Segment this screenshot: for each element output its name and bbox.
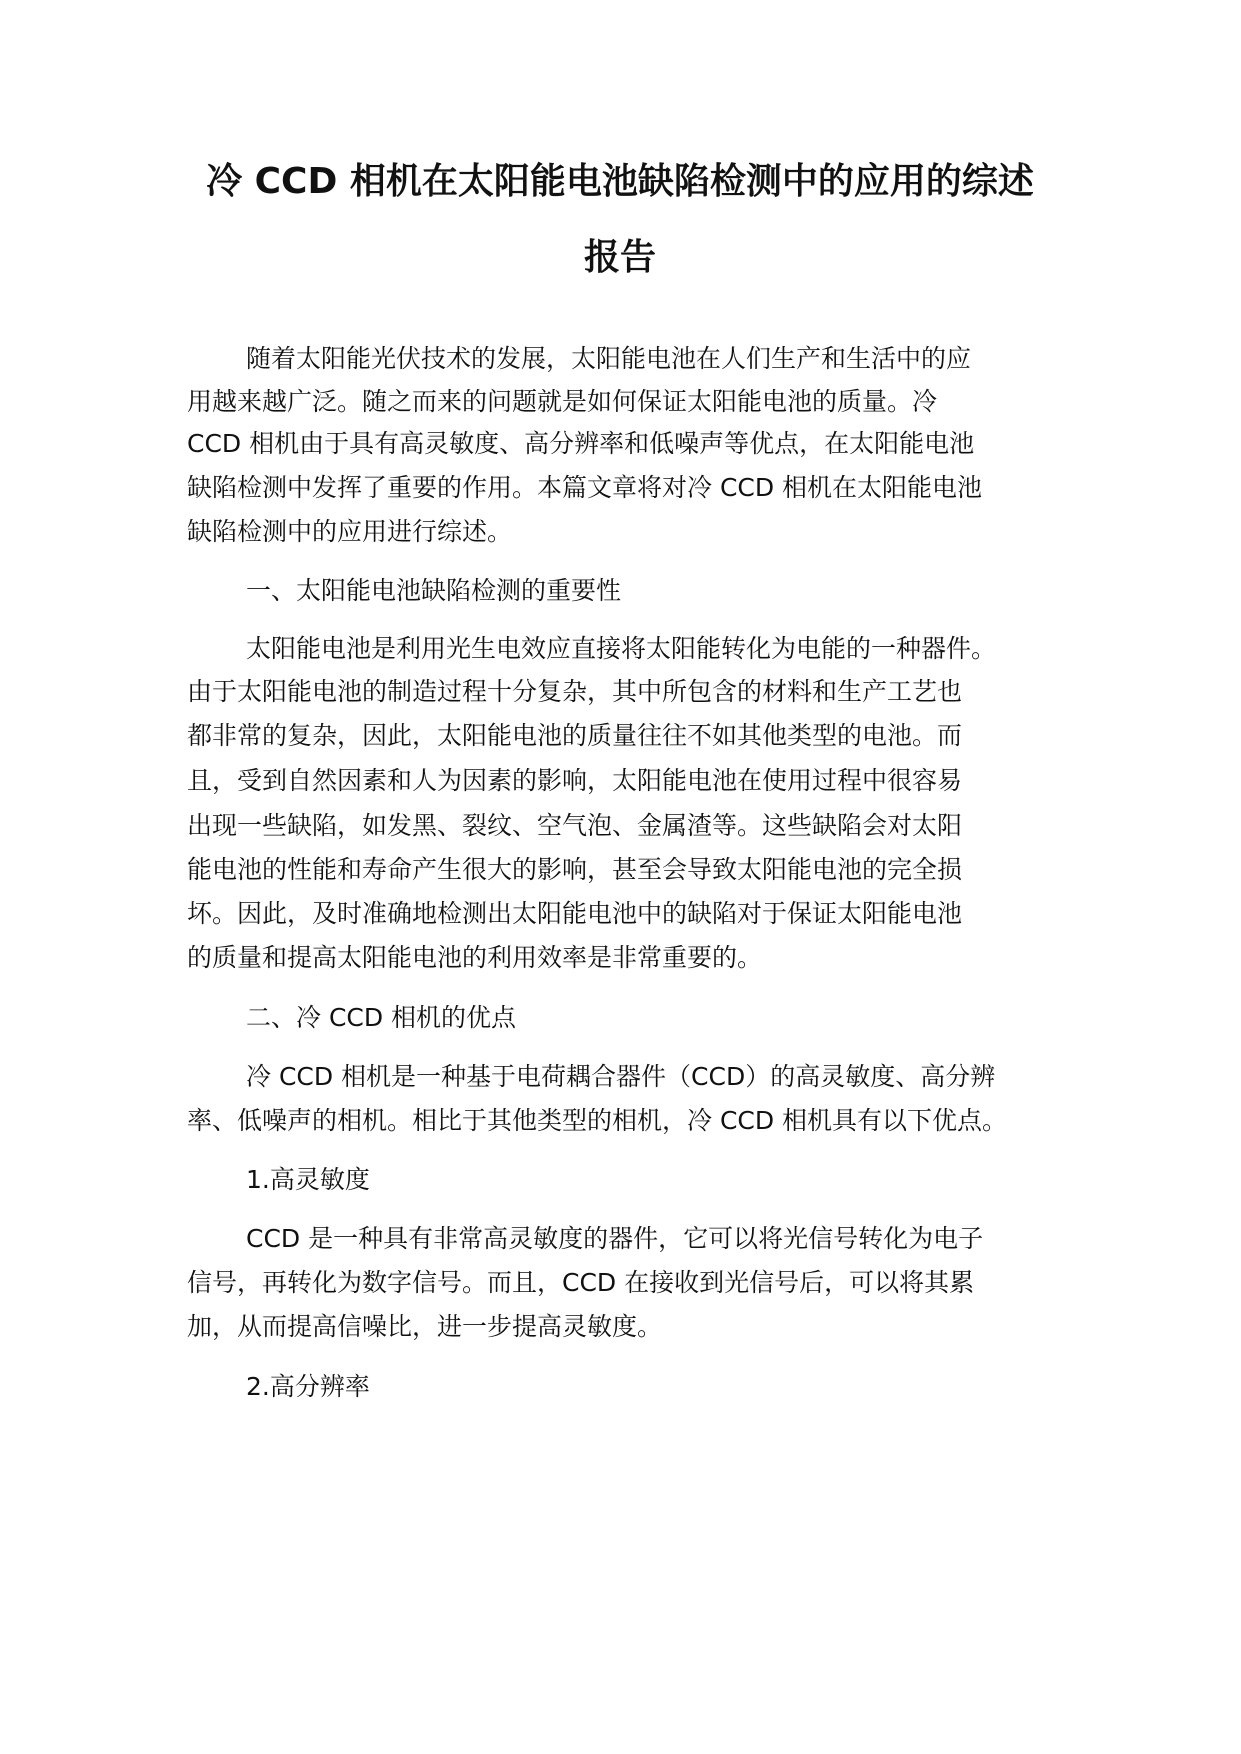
intro-line: 缺陷检测中的应用进行综述。 [187,517,513,546]
section-2-line: 率、低噪声的相机。相比于其他类型的相机，冷 CCD 相机具有以下优点。 [187,1106,1008,1135]
section-1-line: 能电池的性能和寿命产生很大的影响，甚至会导致太阳能电池的完全损 [187,855,963,884]
subsection-1-line: 信号，再转化为数字信号。而且，CCD 在接收到光信号后，可以将其累 [187,1268,975,1297]
subsection-2-heading: 2.高分辨率 [246,1372,370,1401]
section-1-line: 且，受到自然因素和人为因素的影响，太阳能电池在使用过程中很容易 [187,766,963,795]
subsection-1-heading: 1.高灵敏度 [246,1165,370,1194]
document-title-line-2: 报告 [583,237,656,278]
section-1-heading: 一、太阳能电池缺陷检测的重要性 [246,576,622,605]
intro-line: 用越来越广泛。随之而来的问题就是如何保证太阳能电池的质量。冷 [187,387,938,416]
intro-line: 缺陷检测中发挥了重要的作用。本篇文章将对冷 CCD 相机在太阳能电池 [187,473,983,502]
intro-line: CCD 相机由于具有高灵敏度、高分辨率和低噪声等优点，在太阳能电池 [187,429,975,458]
subsection-1-line: 加，从而提高信噪比，进一步提高灵敏度。 [187,1312,663,1341]
section-1-line: 都非常的复杂，因此，太阳能电池的质量往往不如其他类型的电池。而 [187,721,963,750]
section-1-line: 出现一些缺陷，如发黑、裂纹、空气泡、金属渣等。这些缺陷会对太阳 [187,811,963,840]
section-1-line: 的质量和提高太阳能电池的利用效率是非常重要的。 [187,943,763,972]
document-title-line-1: 冷 CCD 相机在太阳能电池缺陷检测中的应用的综述 [206,161,1034,202]
subsection-1-line: CCD 是一种具有非常高灵敏度的器件，它可以将光信号转化为电子 [246,1224,984,1253]
section-1-line: 坏。因此，及时准确地检测出太阳能电池中的缺陷对于保证太阳能电池 [187,899,963,928]
section-2-line: 冷 CCD 相机是一种基于电荷耦合器件（CCD）的高灵敏度、高分辨 [246,1062,996,1091]
intro-line: 随着太阳能光伏技术的发展，太阳能电池在人们生产和生活中的应 [246,344,972,373]
section-2-heading: 二、冷 CCD 相机的优点 [246,1003,517,1032]
section-1-line: 太阳能电池是利用光生电效应直接将太阳能转化为电能的一种器件。 [246,634,997,663]
section-1-line: 由于太阳能电池的制造过程十分复杂，其中所包含的材料和生产工艺也 [187,677,963,706]
